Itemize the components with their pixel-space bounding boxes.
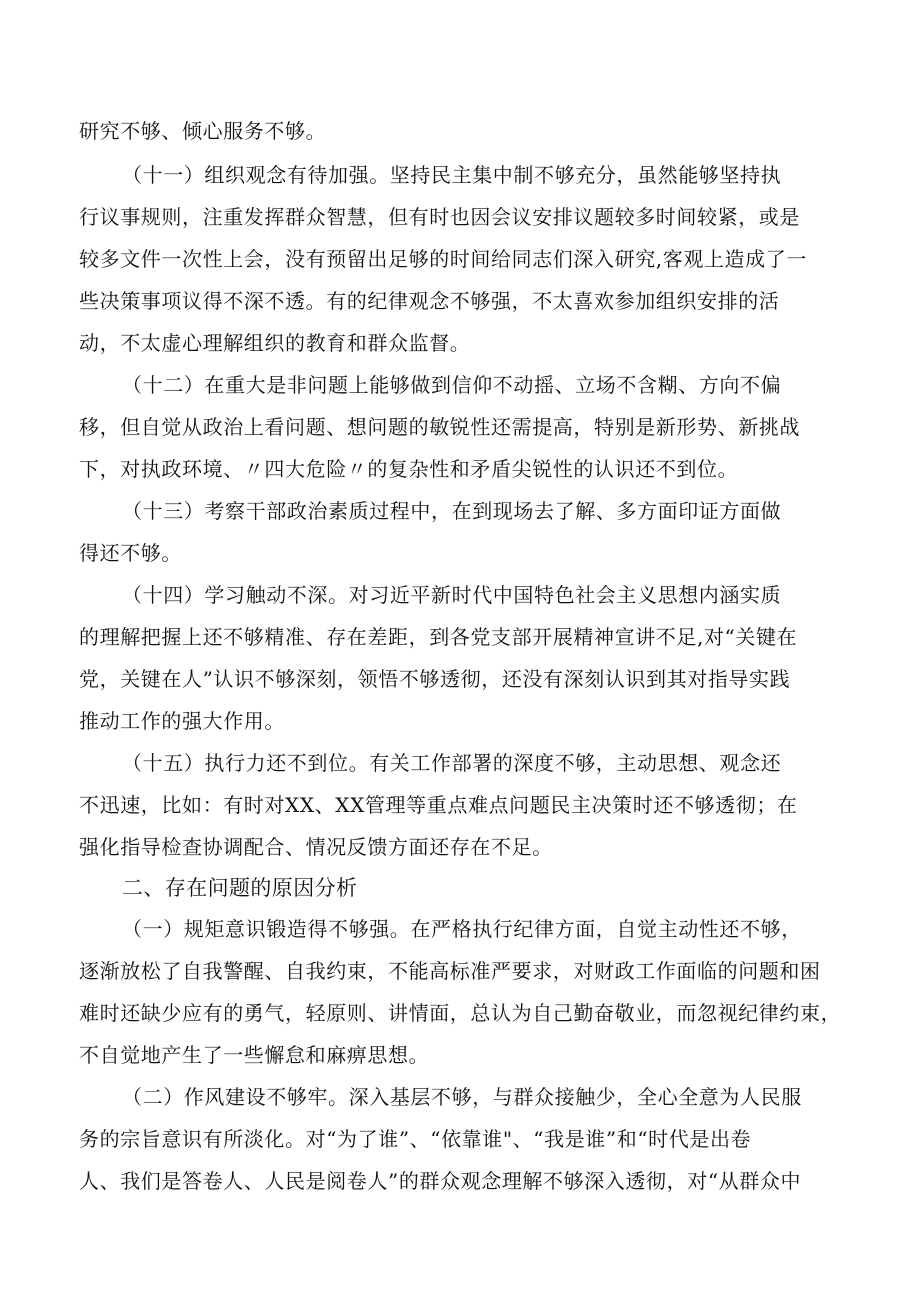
paragraph-1-start: （一）规矩意识锻造得不够强。在严格执行纪律方面，自觉主动性还不够， [122,917,802,941]
text-line: 得还不够。 [79,541,182,565]
text-line: 些决策事项议得不深不透。有的纪律观念不够强，不太喜欢参加组织安排的活 [79,289,780,313]
section-heading: 二、存在问题的原因分析 [122,876,358,900]
text-line: 下，对执政环境、〃四大危险〃的复杂性和矛盾尖锐性的认识还不到位。 [79,457,739,481]
text-line: 动，不太虚心理解组织的教育和群众监督。 [79,331,471,355]
text-line: 不自觉地产生了一些懈怠和麻痹思想。 [79,1043,430,1067]
paragraph-12-start: （十二）在重大是非问题上能够做到信仰不动摇、立场不含糊、方向不偏 [122,373,782,397]
text-line: 推动工作的强大作用。 [79,709,285,733]
text-line: 较多文件一次性上会，没有预留出足够的时间给同志们深入研究,客观上造成了一 [79,247,807,271]
text-line: 研究不够、倾心服务不够。 [79,119,327,143]
text-line: 移，但自觉从政治上看问题、想问题的敏锐性还需提高，特别是新形势、新挑战 [79,415,800,439]
text-line: 行议事规则，注重发挥群众智慧，但有时也因会议安排议题较多时间较紧，或是 [79,205,800,229]
paragraph-11-start: （十一）组织观念有待加强。坚持民主集中制不够充分，虽然能够坚持执 [122,163,782,187]
paragraph-2-start: （二）作风建设不够牢。深入基层不够，与群众接触少，全心全意为人民服 [122,1085,802,1109]
paragraph-13-start: （十三）考察干部政治素质过程中，在到现场去了解、多方面印证方面做 [122,499,782,523]
paragraph-14-start: （十四）学习触动不深。对习近平新时代中国特色社会主义思想内涵实质 [122,583,782,607]
text-line: 人、我们是答卷人、人民是阅卷人”的群众观念理解不够深入透彻，对“从群众中 [79,1169,802,1193]
text-line: 强化指导检查协调配合、情况反馈方面还存在不足。 [79,835,553,859]
text-line: 逐渐放松了自我警醒、自我约束，不能高标准严要求，对财政工作面临的问题和困 [79,959,821,983]
text-line: 不迅速，比如：有时对XX、XX管理等重点难点问题民主决策时还不够透彻；在 [79,793,798,817]
paragraph-15-start: （十五）执行力还不到位。有关工作部署的深度不够，主动思想、观念还 [122,751,782,775]
text-line: 务的宗旨意识有所淡化。对“为了谁”、“依靠谁"、“我是谁”和“时代是出卷 [79,1127,752,1151]
text-line: 党，关键在人”认识不够深刻，领悟不够透彻，还没有深刻认识到其对指导实践 [79,667,791,691]
text-line: 的理解把握上还不够精准、存在差距，到各党支部开展精神宣讲不足,对“关键在 [79,625,798,649]
text-line: 难时还缺少应有的勇气，轻原则、讲情面，总认为自己勤奋敬业，而忽视纪律约束， [79,1001,842,1025]
